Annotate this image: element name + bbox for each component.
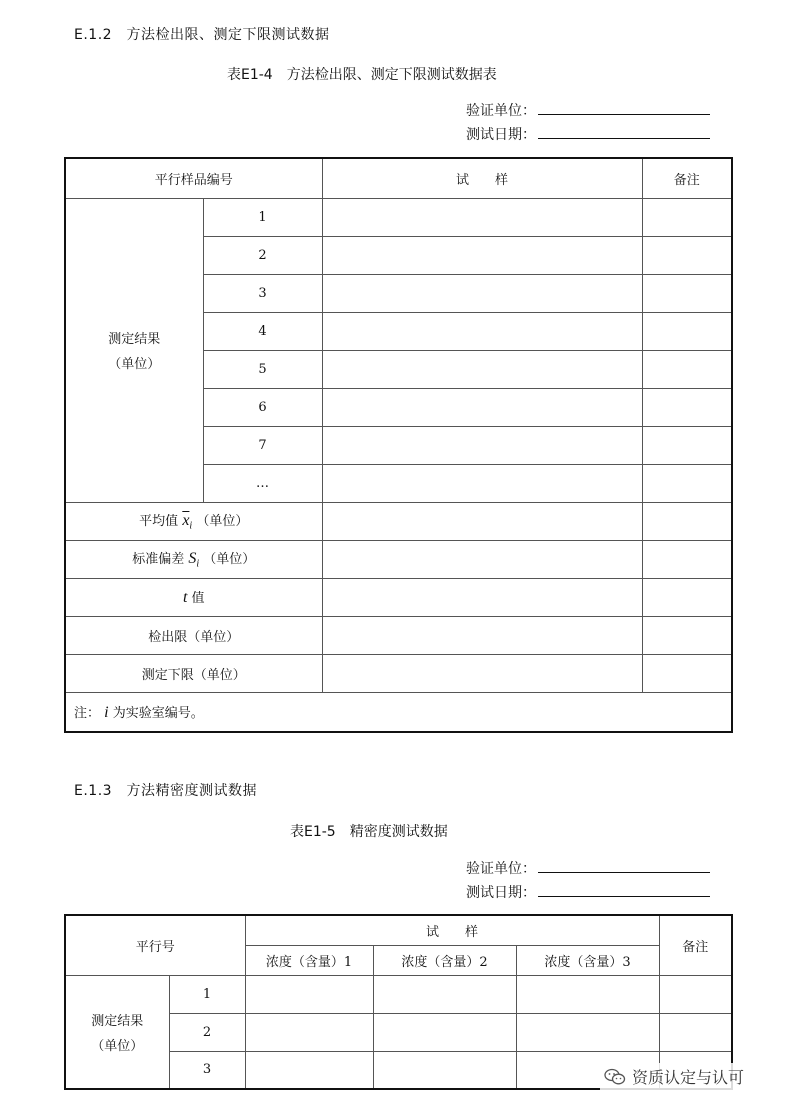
mean-label-cell (65, 502, 322, 540)
table-caption-e1-5: 表E1-5 精密度测试数据 (290, 824, 448, 840)
header-concentration-1: 浓度（含量）1 (245, 945, 373, 975)
sample-cell (322, 464, 642, 502)
verify-unit-line (466, 100, 710, 120)
test-date-blank (538, 884, 710, 897)
table-caption-e1-4: 表E1-4 方法检出限、测定下限测试数据表 (227, 67, 497, 83)
header-concentration-3: 浓度（含量）3 (516, 945, 659, 975)
row-number: … (203, 464, 322, 502)
section-heading-detection-limit: E.1.2 方法检出限、测定下限测试数据 (74, 27, 330, 43)
result-unit: （单位） (91, 1038, 144, 1054)
sample-cell (322, 654, 642, 692)
result-label: 测定结果 (108, 332, 161, 347)
header-sample: 试 样 (245, 915, 659, 945)
remark-cell (642, 464, 732, 502)
sample-cell (322, 578, 642, 616)
verify-unit-label: 验证单位： (466, 861, 536, 877)
note-prefix: 注： (74, 705, 101, 721)
remark-cell (642, 350, 732, 388)
t-value-label-cell (65, 578, 322, 616)
remark-cell (642, 540, 732, 578)
result-label-cell (65, 975, 169, 1089)
row-number: 6 (203, 388, 322, 426)
t-symbol: t (182, 589, 188, 606)
sample-cell (322, 198, 642, 236)
wechat-icon (604, 1068, 626, 1086)
note-symbol: i (104, 703, 109, 721)
remark-cell (642, 312, 732, 350)
detection-limit-label: 检出限（单位） (65, 616, 322, 654)
sample-cell (322, 502, 642, 540)
sample-cell (322, 426, 642, 464)
verify-unit-line-2 (466, 858, 710, 878)
row-number: 3 (169, 1051, 245, 1089)
verify-unit-label: 验证单位： (466, 103, 536, 119)
row-number: 4 (203, 312, 322, 350)
remark-cell (642, 426, 732, 464)
header-sample-number: 平行样品编号 (65, 158, 322, 198)
result-label-cell (65, 198, 203, 502)
remark-cell (659, 1013, 732, 1051)
value-cell (373, 1013, 516, 1051)
std-label: 标准偏差 (132, 552, 185, 568)
header-concentration-2: 浓度（含量）2 (373, 945, 516, 975)
value-cell (245, 1013, 373, 1051)
mean-subscript: i (189, 520, 193, 532)
row-number: 2 (169, 1013, 245, 1051)
header-parallel-number: 平行号 (65, 915, 245, 975)
test-date-label: 测试日期： (466, 127, 536, 143)
remark-cell (642, 502, 732, 540)
result-label: 测定结果 (91, 1013, 144, 1029)
header-remark: 备注 (642, 158, 732, 198)
sample-cell (322, 350, 642, 388)
remark-cell (642, 388, 732, 426)
sample-cell (322, 616, 642, 654)
sample-cell (322, 274, 642, 312)
verify-unit-blank (538, 102, 710, 115)
quantitation-limit-label: 测定下限（单位） (65, 654, 322, 692)
value-cell (373, 975, 516, 1013)
row-number: 7 (203, 426, 322, 464)
watermark (600, 1063, 748, 1090)
remark-cell (642, 198, 732, 236)
mean-unit: （单位） (196, 514, 249, 530)
test-date-line (466, 124, 710, 144)
remark-cell (642, 274, 732, 312)
std-symbol: S (188, 550, 197, 568)
table-note (65, 692, 732, 732)
note-text: 为实验室编号。 (112, 705, 204, 721)
row-number: 1 (203, 198, 322, 236)
value-cell (516, 1013, 659, 1051)
verify-unit-blank (538, 860, 710, 873)
std-unit: （单位） (203, 552, 256, 568)
sample-cell (322, 540, 642, 578)
remark-cell (642, 654, 732, 692)
header-sample: 试 样 (322, 158, 642, 198)
row-number: 3 (203, 274, 322, 312)
remark-cell (642, 236, 732, 274)
remark-cell (659, 975, 732, 1013)
section-heading-precision: E.1.3 方法精密度测试数据 (74, 783, 258, 799)
watermark-text: 资质认定与认可 (632, 1068, 745, 1087)
row-number: 5 (203, 350, 322, 388)
detection-limit-table (64, 157, 733, 733)
value-cell (516, 975, 659, 1013)
sample-cell (322, 236, 642, 274)
std-label-cell (65, 540, 322, 578)
value-cell (245, 975, 373, 1013)
test-date-label: 测试日期： (466, 885, 536, 901)
row-number: 2 (203, 236, 322, 274)
mean-label: 平均值 (139, 514, 179, 530)
std-subscript: i (196, 558, 200, 570)
remark-cell (642, 578, 732, 616)
test-date-blank (538, 126, 710, 139)
value-cell (245, 1051, 373, 1089)
remark-cell (642, 616, 732, 654)
sample-cell (322, 312, 642, 350)
value-cell (373, 1051, 516, 1089)
result-unit: （单位） (108, 357, 161, 372)
row-number: 1 (169, 975, 245, 1013)
sample-cell (322, 388, 642, 426)
header-remark: 备注 (659, 915, 732, 975)
mean-symbol: $\overline{x}$ (182, 512, 190, 530)
test-date-line-2 (466, 882, 710, 902)
t-value-label: 值 (191, 591, 205, 606)
